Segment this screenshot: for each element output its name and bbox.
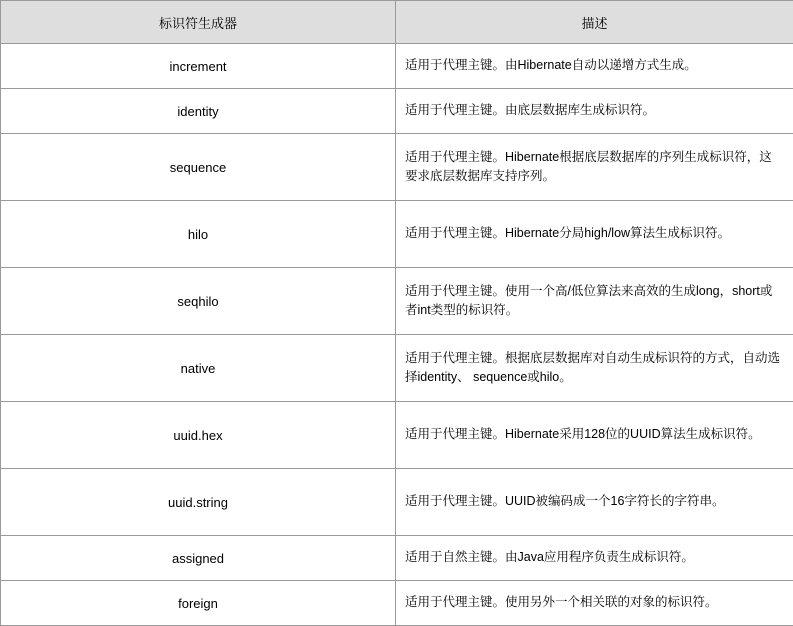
- generator-description: 适用于代理主键。Hibernate采用128位的UUID算法生成标识符。: [396, 402, 793, 469]
- generator-description: 适用于代理主键。Hibernate根据底层数据库的序列生成标识符，这要求底层数据库支持序列。: [396, 134, 793, 201]
- table-row: [1, 44, 793, 89]
- column-header-description: 描述: [396, 1, 793, 44]
- generator-name: native: [1, 335, 396, 402]
- table-body: [1, 44, 793, 626]
- generator-description: 适用于代理主键。Hibernate分局high/low算法生成标识符。: [396, 201, 793, 268]
- generator-description: 适用于代理主键。使用一个高/低位算法来高效的生成long，short或者int类型的标识符。: [396, 268, 793, 335]
- table-row: [1, 268, 793, 335]
- generator-description: 适用于代理主键。UUID被编码成一个16字符长的字符串。: [396, 469, 793, 536]
- table-row: [1, 402, 793, 469]
- generator-description: 适用于代理主键。由Hibernate自动以递增方式生成。: [396, 44, 793, 89]
- generator-name: seqhilo: [1, 268, 396, 335]
- generator-name: uuid.string: [1, 469, 396, 536]
- generator-name: sequence: [1, 134, 396, 201]
- table-row: [1, 536, 793, 581]
- table-row: [1, 201, 793, 268]
- table-row: [1, 581, 793, 626]
- generator-name: assigned: [1, 536, 396, 581]
- table-row: [1, 89, 793, 134]
- table-row: [1, 335, 793, 402]
- generator-name: increment: [1, 44, 396, 89]
- table-header: [1, 1, 793, 44]
- generator-name: foreign: [1, 581, 396, 626]
- generator-name: identity: [1, 89, 396, 134]
- generator-description: 适用于代理主键。由底层数据库生成标识符。: [396, 89, 793, 134]
- generator-description: 适用于代理主键。根据底层数据库对自动生成标识符的方式，自动选择identity、 sequence或hilo。: [396, 335, 793, 402]
- table-header-row: [1, 1, 793, 44]
- table-row: [1, 134, 793, 201]
- column-header-generator: 标识符生成器: [1, 1, 396, 44]
- generator-name: uuid.hex: [1, 402, 396, 469]
- generator-description: 适用于代理主键。使用另外一个相关联的对象的标识符。: [396, 581, 793, 626]
- table-row: [1, 469, 793, 536]
- generator-name: hilo: [1, 201, 396, 268]
- generator-description: 适用于自然主键。由Java应用程序负责生成标识符。: [396, 536, 793, 581]
